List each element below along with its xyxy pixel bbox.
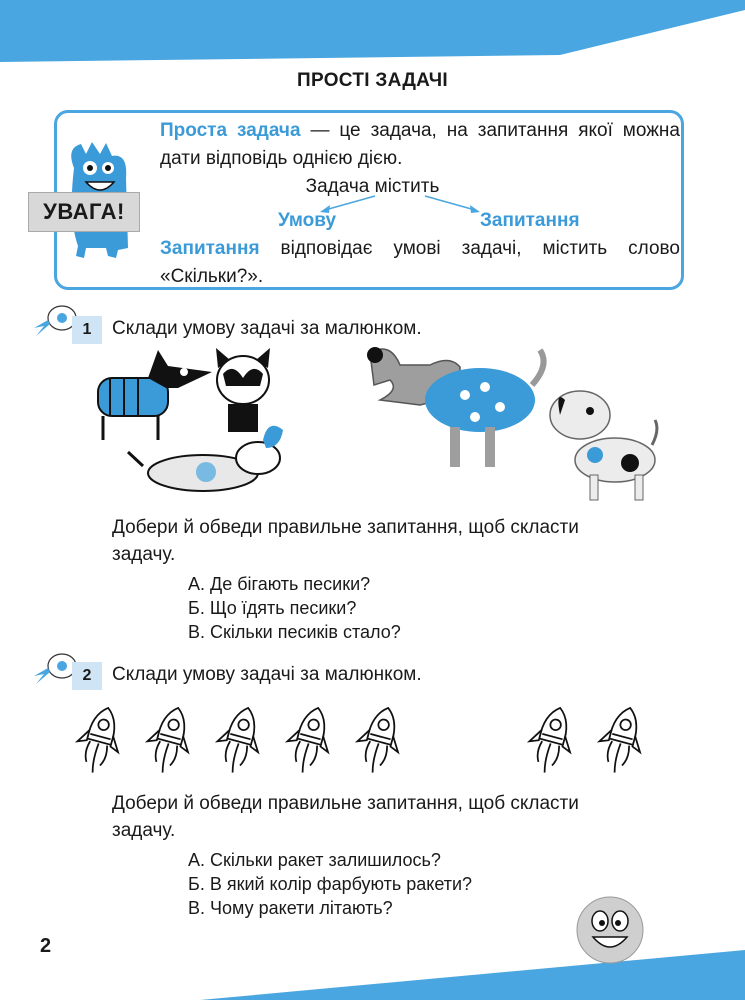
condition-label: Умову [278, 210, 337, 231]
rocket-icon [594, 698, 650, 783]
rocket-icon [282, 698, 338, 783]
two-dogs-illustration [360, 345, 660, 505]
smiley-face-icon [575, 895, 645, 965]
rocket-icon [72, 698, 128, 783]
rocket-icon [352, 698, 408, 783]
question-rule-text [160, 235, 680, 291]
question-label: Запитання [480, 210, 580, 231]
attention-label: УВАГА! [28, 192, 140, 232]
rule-rest: відповідає умові задачі, містить слово «Скільки?». [160, 238, 680, 287]
definition-rest: — це задача, на запитання якої можна дати відповідь однією дією. [160, 120, 680, 169]
top-blue-band [0, 0, 745, 70]
task1-instruction: Склади умову задачі за малюнком. [112, 318, 422, 339]
task-number-1: 1 [72, 316, 102, 344]
page-number: 2 [40, 935, 52, 957]
task2-prompt: Добери й обведи правильне запитання, щоб скласти задачу. [112, 793, 579, 841]
dogs-group-illustration [88, 348, 298, 503]
task1-option-a[interactable]: А. Де бігають песики? [188, 574, 371, 594]
rocket-icon [524, 698, 580, 783]
definition-text [160, 117, 680, 173]
definition-term: Проста задача [160, 120, 301, 141]
task2-option-c[interactable]: В. Чому ракети літають? [188, 898, 393, 918]
task-contains-text: Задача містить [305, 176, 440, 197]
page-title: ПРОСТІ ЗАДАЧІ [297, 70, 448, 91]
task-number-2: 2 [72, 662, 102, 690]
task2-option-a[interactable]: А. Скільки ракет залишилось? [188, 850, 441, 870]
rule-term: Запитання [160, 238, 260, 259]
task1-prompt: Добери й обведи правильне запитання, щоб скласти задачу. [112, 517, 579, 565]
task1-option-c[interactable]: В. Скільки песиків стало? [188, 622, 401, 642]
rocket-icon [212, 698, 268, 783]
task2-instruction: Склади умову задачі за малюнком. [112, 664, 422, 685]
task1-option-b[interactable]: Б. Що їдять песики? [188, 598, 357, 618]
rocket-icon [142, 698, 198, 783]
task2-option-b[interactable]: Б. В який колір фарбують ракети? [188, 874, 473, 894]
